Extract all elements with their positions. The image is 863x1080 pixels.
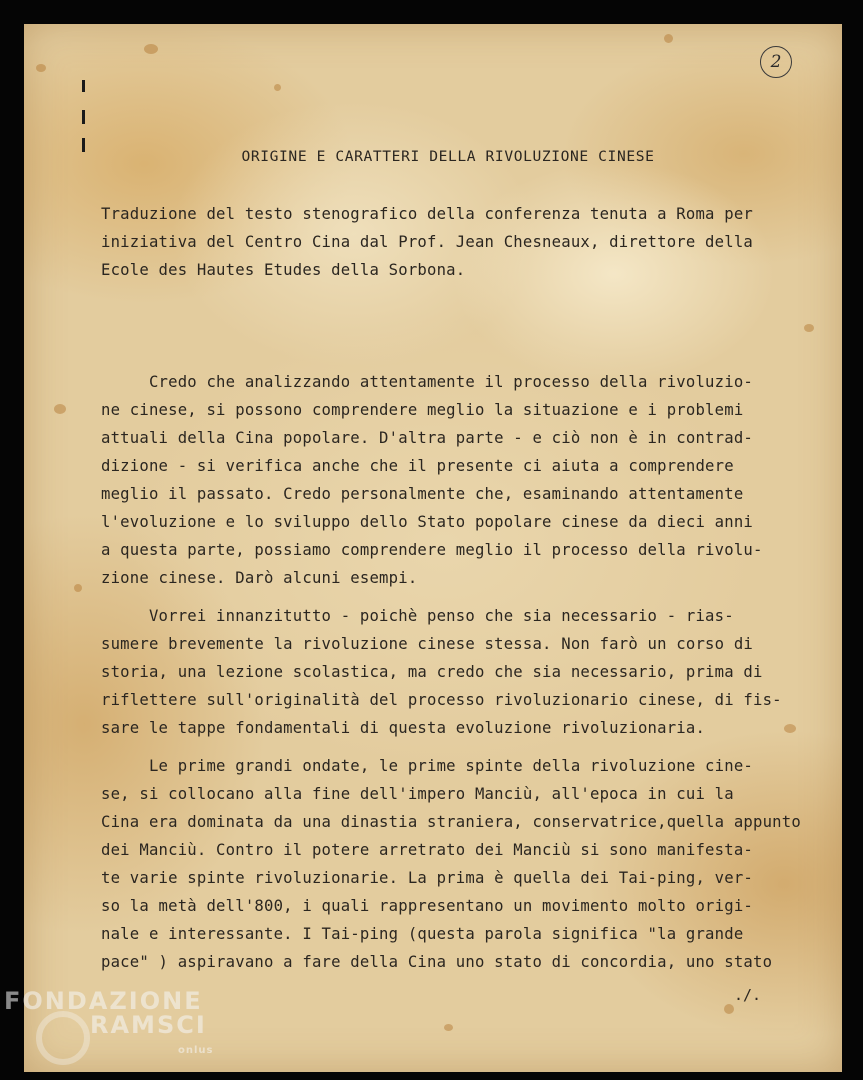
watermark-line1: FONDAZIONE (4, 987, 203, 1015)
paragraph-3-line: dei Manciù. Contro il potere arretrato dei Manciù si sono manifesta- (101, 841, 753, 859)
intro-line: Traduzione del testo stenografico della conferenza tenuta a Roma per (101, 205, 753, 223)
stain-spot (664, 34, 673, 43)
stain-spot (144, 44, 158, 54)
watermark-line3: onlus (178, 1045, 214, 1056)
paragraph-1-line: Credo che analizzando attentamente il processo della rivoluzio- (101, 373, 753, 391)
paragraph-3-line: te varie spinte rivoluzionarie. La prima è quella dei Tai-ping, ver- (101, 869, 753, 887)
end-mark: ./. (734, 986, 762, 1004)
stain-spot (804, 324, 814, 332)
watermark-logo (4, 987, 214, 1056)
paragraph-1-line: ne cinese, si possono comprendere meglio la situazione e i problemi (101, 401, 744, 419)
paragraph-3-line: Cina era dominata da una dinastia straniera, conservatrice,quella appunto (101, 813, 801, 831)
stain-spot (54, 404, 66, 414)
document-title: ORIGINE E CARATTERI DELLA RIVOLUZIONE CINESE (241, 148, 655, 165)
stain-spot (444, 1024, 453, 1031)
document-page (24, 24, 842, 1072)
paragraph-2-line: sare le tappe fondamentali di questa evoluzione rivoluzionaria. (101, 719, 706, 737)
g-ring-icon (36, 1011, 90, 1065)
paragraph-3-line: pace" ) aspiravano a fare della Cina uno stato di concordia, uno stato (101, 953, 773, 971)
paragraph-2-line: Vorrei innanzitutto - poichè penso che sia necessario - rias- (101, 607, 734, 625)
paragraph-2-line: sumere brevemente la rivoluzione cinese stessa. Non farò un corso di (101, 635, 753, 653)
stain-spot (74, 584, 82, 592)
paragraph-3-line: so la metà dell'800, i quali rappresentano un movimento molto origi- (101, 897, 753, 915)
paragraph-1-line: l'evoluzione e lo sviluppo dello Stato popolare cinese da dieci anni (101, 513, 753, 531)
intro-line: Ecole des Hautes Etudes della Sorbona. (101, 261, 466, 279)
paragraph-3-line: nale e interessante. I Tai-ping (questa parola significa "la grande (101, 925, 744, 943)
paragraph-1-line: meglio il passato. Credo personalmente che, esaminando attentamente (101, 485, 744, 503)
paragraph-2-line: riflettere sull'originalità del processo rivoluzionario cinese, di fis- (101, 691, 782, 709)
stain-spot (274, 84, 281, 91)
watermark-line2: RAMSCI (90, 1011, 207, 1039)
paragraph-3-line: Le prime grandi ondate, le prime spinte della rivoluzione cine- (101, 757, 753, 775)
binding-marks (82, 80, 85, 152)
paragraph-1-line: attuali della Cina popolare. D'altra parte - e ciò non è in contrad- (101, 429, 753, 447)
paragraph-1-line: a questa parte, possiamo comprendere meglio il processo della rivolu- (101, 541, 763, 559)
stain-spot (36, 64, 46, 72)
paragraph-1-line: dizione - si verifica anche che il presente ci aiuta a comprendere (101, 457, 734, 475)
intro-line: iniziativa del Centro Cina dal Prof. Jean Chesneaux, direttore della (101, 233, 753, 251)
paragraph-3-line: se, si collocano alla fine dell'impero Manciù, all'epoca in cui la (101, 785, 734, 803)
paragraph-2-line: storia, una lezione scolastica, ma credo che sia necessario, prima di (101, 663, 763, 681)
stain-spot (724, 1004, 734, 1014)
paragraph-1-line: zione cinese. Darò alcuni esempi. (101, 569, 418, 587)
stain-spot (784, 724, 796, 733)
page-number: 2 (760, 46, 792, 78)
